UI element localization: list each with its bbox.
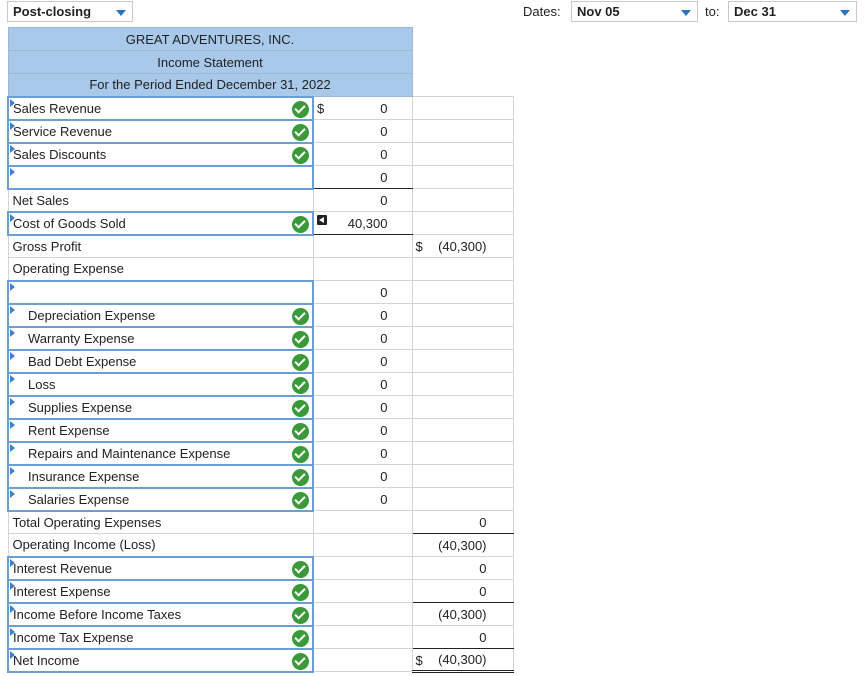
company-name: GREAT ADVENTURES, INC. [8, 28, 412, 51]
mode-dropdown[interactable] [7, 1, 133, 22]
amount-value: 0 [380, 307, 388, 323]
chevron-down-icon [681, 10, 691, 16]
account-label-cell [8, 534, 313, 557]
dropdown-marker-icon [10, 490, 15, 498]
amount-input[interactable] [313, 281, 412, 304]
table-row [8, 258, 513, 281]
amount-value: 0 [380, 146, 388, 162]
table-row [8, 166, 513, 189]
table-row [8, 304, 513, 327]
table-row [8, 143, 513, 166]
account-select[interactable] [8, 603, 313, 626]
total-input[interactable] [412, 419, 513, 442]
total-input[interactable] [412, 465, 513, 488]
account-label: Depreciation Expense [28, 307, 156, 323]
account-label: Cost of Goods Sold [13, 215, 126, 231]
total-input[interactable] [412, 580, 513, 603]
account-select[interactable] [8, 281, 313, 304]
table-row [8, 419, 513, 442]
table-row [8, 189, 513, 212]
check-icon [292, 469, 309, 486]
account-label-cell [8, 258, 313, 281]
check-icon [292, 101, 309, 118]
table-row [8, 212, 513, 235]
amount-input[interactable] [313, 580, 412, 603]
account-label: Service Revenue [13, 123, 112, 139]
account-select[interactable] [8, 97, 313, 120]
account-label: Repairs and Maintenance Expense [28, 445, 231, 461]
amount-value: 0 [380, 491, 388, 507]
amount-value: 0 [380, 284, 388, 300]
check-icon [292, 147, 309, 164]
amount-input[interactable] [313, 511, 412, 534]
table-row [8, 649, 513, 672]
account-select[interactable] [8, 396, 313, 419]
account-label: Income Before Income Taxes [13, 606, 182, 622]
chevron-down-icon [840, 10, 850, 16]
amount-input[interactable] [313, 304, 412, 327]
table-row [8, 626, 513, 649]
total-input[interactable] [412, 350, 513, 373]
amount-value: 0 [380, 353, 388, 369]
amount-value: 0 [380, 399, 388, 415]
table-row [8, 235, 513, 258]
total-value: 0 [479, 629, 487, 645]
total-input[interactable] [412, 649, 513, 672]
dropdown-marker-icon [10, 122, 15, 130]
account-select[interactable] [8, 143, 313, 166]
account-select[interactable] [8, 304, 313, 327]
amount-input[interactable] [313, 166, 412, 189]
account-label: Supplies Expense [28, 399, 133, 415]
account-label: Bad Debt Expense [28, 353, 137, 369]
total-input[interactable] [412, 488, 513, 511]
to-date-dropdown[interactable] [728, 1, 857, 22]
amount-value: 0 [380, 123, 388, 139]
account-label: Loss [28, 376, 56, 392]
account-label: Total Operating Expenses [12, 514, 162, 530]
amount-input[interactable] [313, 120, 412, 143]
table-row [8, 442, 513, 465]
table-row [8, 488, 513, 511]
account-label: Operating Expense [12, 261, 124, 277]
amount-input[interactable] [313, 396, 412, 419]
account-label: Rent Expense [28, 422, 110, 438]
total-input[interactable] [412, 304, 513, 327]
total-input[interactable] [412, 626, 513, 649]
account-select[interactable] [8, 166, 313, 189]
check-icon [292, 630, 309, 647]
total-input[interactable] [412, 442, 513, 465]
check-icon [292, 354, 309, 371]
amount-input[interactable] [313, 649, 412, 672]
table-row [8, 465, 513, 488]
account-label-cell [8, 235, 313, 258]
check-icon [292, 423, 309, 440]
amount-value: 0 [380, 330, 388, 346]
period-title: For the Period Ended December 31, 2022 [8, 74, 412, 97]
account-label: Interest Expense [13, 583, 111, 599]
amount-input[interactable] [313, 442, 412, 465]
total-value: (40,300) [438, 652, 487, 667]
check-icon [292, 331, 309, 348]
total-input[interactable] [412, 189, 513, 212]
account-label-cell [8, 511, 313, 534]
dropdown-marker-icon [10, 444, 15, 452]
amount-input[interactable] [313, 258, 412, 281]
total-input[interactable] [412, 120, 513, 143]
account-label: Operating Income (Loss) [12, 537, 156, 553]
check-icon [292, 446, 309, 463]
dropdown-marker-icon [10, 582, 15, 590]
dropdown-marker-icon [10, 605, 15, 613]
dropdown-marker-icon [10, 329, 15, 337]
check-icon [292, 653, 309, 670]
total-value: 0 [479, 514, 487, 530]
account-select[interactable] [8, 327, 313, 350]
dropdown-marker-icon [10, 651, 15, 659]
dropdown-marker-icon [10, 628, 15, 636]
amount-value: 0 [380, 376, 388, 392]
amount-input[interactable] [313, 373, 412, 396]
income-statement-table [7, 27, 514, 673]
check-icon [292, 607, 309, 624]
from-date-dropdown[interactable] [571, 1, 698, 22]
check-icon [292, 492, 309, 509]
table-row [8, 557, 513, 580]
total-input[interactable] [412, 143, 513, 166]
total-input[interactable] [412, 97, 513, 120]
dropdown-marker-icon [10, 375, 15, 383]
total-input[interactable] [412, 396, 513, 419]
total-input[interactable] [412, 235, 513, 258]
amount-value: 0 [380, 445, 388, 461]
account-label: Warranty Expense [28, 330, 135, 346]
amount-value: 0 [380, 468, 388, 484]
amount-value: 40,300 [347, 215, 388, 231]
account-label: Salaries Expense [28, 491, 130, 507]
amount-input[interactable] [313, 212, 412, 235]
statement-title: Income Statement [8, 51, 412, 74]
amount-input[interactable] [313, 626, 412, 649]
account-select[interactable] [8, 373, 313, 396]
table-row [8, 511, 513, 534]
check-icon [292, 308, 309, 325]
dropdown-marker-icon [10, 145, 15, 153]
total-input[interactable] [412, 258, 513, 281]
account-label: Sales Revenue [13, 100, 102, 116]
account-label: Gross Profit [12, 238, 82, 254]
account-label: Sales Discounts [13, 146, 107, 162]
amount-input[interactable] [313, 327, 412, 350]
amount-input[interactable] [313, 143, 412, 166]
account-select[interactable] [8, 350, 313, 373]
table-row [8, 580, 513, 603]
to-label: to: [705, 4, 720, 19]
table-row [8, 120, 513, 143]
account-select[interactable] [8, 419, 313, 442]
amount-input[interactable] [313, 235, 412, 258]
amount-input[interactable] [313, 350, 412, 373]
total-input[interactable] [412, 327, 513, 350]
account-select[interactable] [8, 557, 313, 580]
dropdown-marker-icon [10, 168, 15, 176]
account-select[interactable] [8, 212, 313, 235]
total-value: (40,300) [438, 537, 487, 553]
total-value: 0 [479, 560, 487, 576]
total-value: 0 [479, 583, 487, 599]
feedback-flag-icon [317, 215, 327, 225]
account-select[interactable] [8, 580, 313, 603]
table-row [8, 97, 513, 120]
chevron-down-icon [116, 10, 126, 16]
table-row [8, 396, 513, 419]
account-label-cell [8, 189, 313, 212]
check-icon [292, 377, 309, 394]
total-input[interactable] [412, 373, 513, 396]
currency-symbol: $ [317, 101, 325, 116]
currency-symbol: $ [415, 653, 423, 668]
from-date-value: Nov 05 [577, 4, 620, 19]
account-select[interactable] [8, 649, 313, 672]
amount-input[interactable] [313, 189, 412, 212]
dropdown-marker-icon [10, 559, 15, 567]
total-input[interactable] [412, 281, 513, 304]
check-icon [292, 400, 309, 417]
dropdown-marker-icon [10, 283, 15, 291]
account-select[interactable] [8, 488, 313, 511]
account-label: Net Income [13, 652, 80, 668]
amount-value: 0 [380, 422, 388, 438]
amount-input[interactable] [313, 465, 412, 488]
account-label: Interest Revenue [13, 560, 113, 576]
dropdown-marker-icon [10, 352, 15, 360]
check-icon [292, 124, 309, 141]
dropdown-marker-icon [10, 99, 15, 107]
currency-symbol: $ [415, 239, 423, 254]
account-select[interactable] [8, 465, 313, 488]
check-icon [292, 216, 309, 233]
table-row [8, 534, 513, 557]
dropdown-marker-icon [10, 214, 15, 222]
total-value: (40,300) [438, 606, 487, 622]
amount-value: 0 [380, 100, 388, 116]
table-row [8, 350, 513, 373]
account-select[interactable] [8, 626, 313, 649]
check-icon [292, 561, 309, 578]
dropdown-marker-icon [10, 467, 15, 475]
amount-value: 0 [380, 169, 388, 185]
dropdown-marker-icon [10, 398, 15, 406]
amount-input[interactable] [313, 419, 412, 442]
table-row [8, 281, 513, 304]
table-row [8, 373, 513, 396]
check-icon [292, 584, 309, 601]
account-label: Income Tax Expense [13, 629, 134, 645]
dropdown-marker-icon [10, 421, 15, 429]
mode-value: Post-closing [13, 4, 92, 19]
amount-value: 0 [380, 192, 388, 208]
total-input[interactable] [412, 534, 513, 557]
total-value: (40,300) [438, 238, 487, 254]
total-input[interactable] [412, 166, 513, 189]
dates-label: Dates: [523, 4, 561, 19]
account-select[interactable] [8, 442, 313, 465]
table-row [8, 327, 513, 350]
account-select[interactable] [8, 120, 313, 143]
amount-input[interactable] [313, 534, 412, 557]
account-label: Insurance Expense [28, 468, 140, 484]
amount-input[interactable] [313, 488, 412, 511]
total-input[interactable] [412, 212, 513, 235]
amount-input[interactable] [313, 603, 412, 626]
top-bar [0, 0, 864, 24]
amount-input[interactable] [313, 97, 412, 120]
table-row [8, 603, 513, 626]
dropdown-marker-icon [10, 306, 15, 314]
account-label: Net Sales [12, 192, 69, 208]
total-input[interactable] [412, 511, 513, 534]
amount-input[interactable] [313, 557, 412, 580]
total-input[interactable] [412, 603, 513, 626]
to-date-value: Dec 31 [734, 4, 776, 19]
total-input[interactable] [412, 557, 513, 580]
